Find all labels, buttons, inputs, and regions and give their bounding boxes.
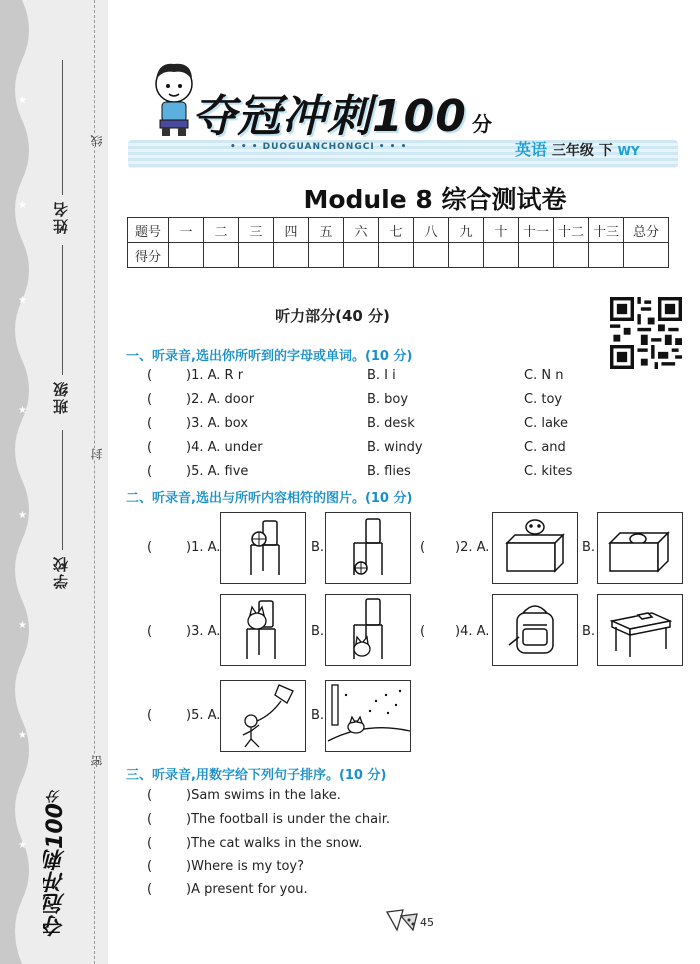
schoolbag-image[interactable] — [492, 594, 578, 666]
cut-label-seal: 封 — [90, 448, 104, 460]
school-label: 学校 — [52, 555, 70, 589]
subject-grade — [515, 137, 640, 160]
score-input-cell[interactable] — [204, 243, 239, 268]
s2-q2-a-label: )2. A. — [455, 540, 490, 555]
answer-paren[interactable]: ( — [147, 788, 153, 803]
table-cell: 九 — [449, 218, 484, 243]
s1-item1-a: )1. A. R r — [186, 368, 244, 383]
name-underline — [62, 60, 63, 195]
table-cell: 十一 — [519, 218, 554, 243]
subject-label: 英语 — [515, 140, 548, 159]
answer-paren[interactable]: ( — [147, 812, 153, 827]
score-input-cell[interactable] — [169, 243, 204, 268]
answer-paren[interactable]: ( — [147, 540, 153, 555]
s2-q3-a-label: )3. A. — [186, 624, 221, 639]
answer-paren[interactable]: ( — [147, 882, 153, 897]
grade-label: 三年级 下 — [551, 143, 613, 159]
answer-paren[interactable]: ( — [147, 624, 153, 639]
s3-sentence-1: )Sam swims in the lake. — [186, 788, 341, 803]
s1-item5-c: C. kites — [524, 464, 573, 479]
s2-q5-a-label: )5. A. — [186, 708, 221, 723]
left-binding-strip — [0, 0, 108, 964]
table-cell: 八 — [414, 218, 449, 243]
section1-title: 一、听录音,选出你所听到的字母或单词。(10 分) — [126, 349, 413, 364]
table-cell: 六 — [344, 218, 379, 243]
wave-border-decoration — [0, 0, 40, 964]
score-input-cell[interactable] — [589, 243, 624, 268]
answer-paren[interactable]: ( — [147, 416, 153, 431]
class-label: 班级 — [52, 380, 70, 414]
answer-paren[interactable]: ( — [147, 708, 153, 723]
table-cell: 二 — [204, 218, 239, 243]
score-input-cell[interactable] — [624, 243, 669, 268]
score-input-cell[interactable] — [344, 243, 379, 268]
score-input-cell[interactable] — [309, 243, 344, 268]
star-icon: ★ — [18, 840, 27, 851]
s1-item1-c: C. N n — [524, 368, 564, 383]
cut-label-line: 线 — [90, 135, 104, 147]
s1-item4-a: )4. A. under — [186, 440, 263, 455]
cat-in-snow-image[interactable] — [325, 680, 411, 752]
s3-sentence-2: )The football is under the chair. — [186, 812, 390, 827]
s1-item3-b: B. desk — [367, 416, 415, 431]
name-label: 姓名 — [52, 200, 70, 234]
table-cell: 十 — [484, 218, 519, 243]
table-cell: 得分 — [128, 243, 169, 268]
s1-item3-a: )3. A. box — [186, 416, 249, 431]
answer-paren[interactable]: ( — [147, 464, 153, 479]
table-cell: 十二 — [554, 218, 589, 243]
s1-item4-c: C. and — [524, 440, 566, 455]
answer-paren[interactable]: ( — [147, 392, 153, 407]
table-cell: 四 — [274, 218, 309, 243]
header — [120, 40, 680, 175]
s2-q4-b-label: B. — [582, 624, 596, 639]
logo-fen: 分 — [472, 112, 492, 136]
s3-sentence-3: )The cat walks in the snow. — [186, 836, 363, 851]
cat-under-chair-image[interactable] — [325, 594, 411, 666]
table-cell: 一 — [169, 218, 204, 243]
s2-q4-a-label: )4. A. — [455, 624, 490, 639]
score-table — [127, 217, 669, 268]
score-input-cell[interactable] — [519, 243, 554, 268]
chair-ball-under-image[interactable] — [325, 512, 411, 584]
score-input-cell[interactable] — [274, 243, 309, 268]
s2-q3-b-label: B. — [311, 624, 325, 639]
desk-image[interactable] — [597, 594, 683, 666]
score-input-cell[interactable] — [554, 243, 589, 268]
star-icon: ★ — [18, 295, 27, 306]
score-input-cell[interactable] — [414, 243, 449, 268]
score-input-cell[interactable] — [239, 243, 274, 268]
star-icon: ★ — [18, 405, 27, 416]
s3-sentence-5: )A present for you. — [186, 882, 308, 897]
dog-in-box-image[interactable] — [597, 512, 683, 584]
edition-label: WY — [617, 144, 640, 158]
school-underline — [62, 430, 63, 550]
s1-item2-b: B. boy — [367, 392, 409, 407]
listening-section-title: 听力部分(40 分) — [275, 307, 390, 325]
s1-item5-a: )5. A. five — [186, 464, 249, 479]
table-cell: 三 — [239, 218, 274, 243]
page-number: 45 — [420, 916, 434, 929]
s1-item1-b: B. I i — [367, 368, 396, 383]
logo-pinyin: • • • DUOGUANCHONGCI • • • — [230, 142, 408, 152]
table-cell: 题号 — [128, 218, 169, 243]
boy-flying-kite-image[interactable] — [220, 680, 306, 752]
answer-paren[interactable]: ( — [147, 859, 153, 874]
table-row — [128, 218, 669, 243]
logo-title: 夺冠冲刺100 — [192, 91, 467, 142]
answer-paren[interactable]: ( — [147, 836, 153, 851]
table-row — [128, 243, 669, 268]
section2-title: 二、听录音,选出与所听内容相符的图片。(10 分) — [126, 491, 413, 506]
table-cell: 七 — [379, 218, 414, 243]
s1-item4-b: B. windy — [367, 440, 423, 455]
cut-label-secret: 密 — [90, 755, 104, 767]
s1-item2-c: C. toy — [524, 392, 563, 407]
cat-on-chair-image[interactable] — [220, 594, 306, 666]
section3-title: 三、听录音,用数字给下列句子排序。(10 分) — [126, 768, 387, 783]
score-input-cell[interactable] — [484, 243, 519, 268]
score-input-cell[interactable] — [379, 243, 414, 268]
page-title — [0, 180, 700, 216]
star-icon: ★ — [18, 510, 27, 521]
title-name: 综合测试卷 — [441, 185, 567, 214]
module-label: Module 8 — [303, 185, 433, 214]
star-icon: ★ — [18, 95, 27, 106]
footer-decoration-icon — [383, 906, 419, 934]
s1-item2-a: )2. A. door — [186, 392, 255, 407]
s1-item5-b: B. flies — [367, 464, 411, 479]
s2-q2-b-label: B. — [582, 540, 596, 555]
s2-q5-b-label: B. — [311, 708, 325, 723]
star-icon: ★ — [18, 730, 27, 741]
chair-ball-on-image[interactable] — [220, 512, 306, 584]
table-cell: 总分 — [624, 218, 669, 243]
s2-q1-a-label: )1. A. — [186, 540, 221, 555]
s3-sentence-4: )Where is my toy? — [186, 859, 305, 874]
answer-paren[interactable]: ( — [420, 540, 426, 555]
answer-paren[interactable]: ( — [420, 624, 426, 639]
table-cell: 五 — [309, 218, 344, 243]
dog-on-box-image[interactable] — [492, 512, 578, 584]
answer-paren[interactable]: ( — [147, 368, 153, 383]
answer-paren[interactable]: ( — [147, 440, 153, 455]
score-input-cell[interactable] — [449, 243, 484, 268]
s2-q1-b-label: B. — [311, 540, 325, 555]
s1-item3-c: C. lake — [524, 416, 568, 431]
side-logo: 夺冠冲刺100分 — [43, 790, 68, 937]
table-cell: 十三 — [589, 218, 624, 243]
star-icon: ★ — [18, 200, 27, 211]
star-icon: ★ — [18, 620, 27, 631]
